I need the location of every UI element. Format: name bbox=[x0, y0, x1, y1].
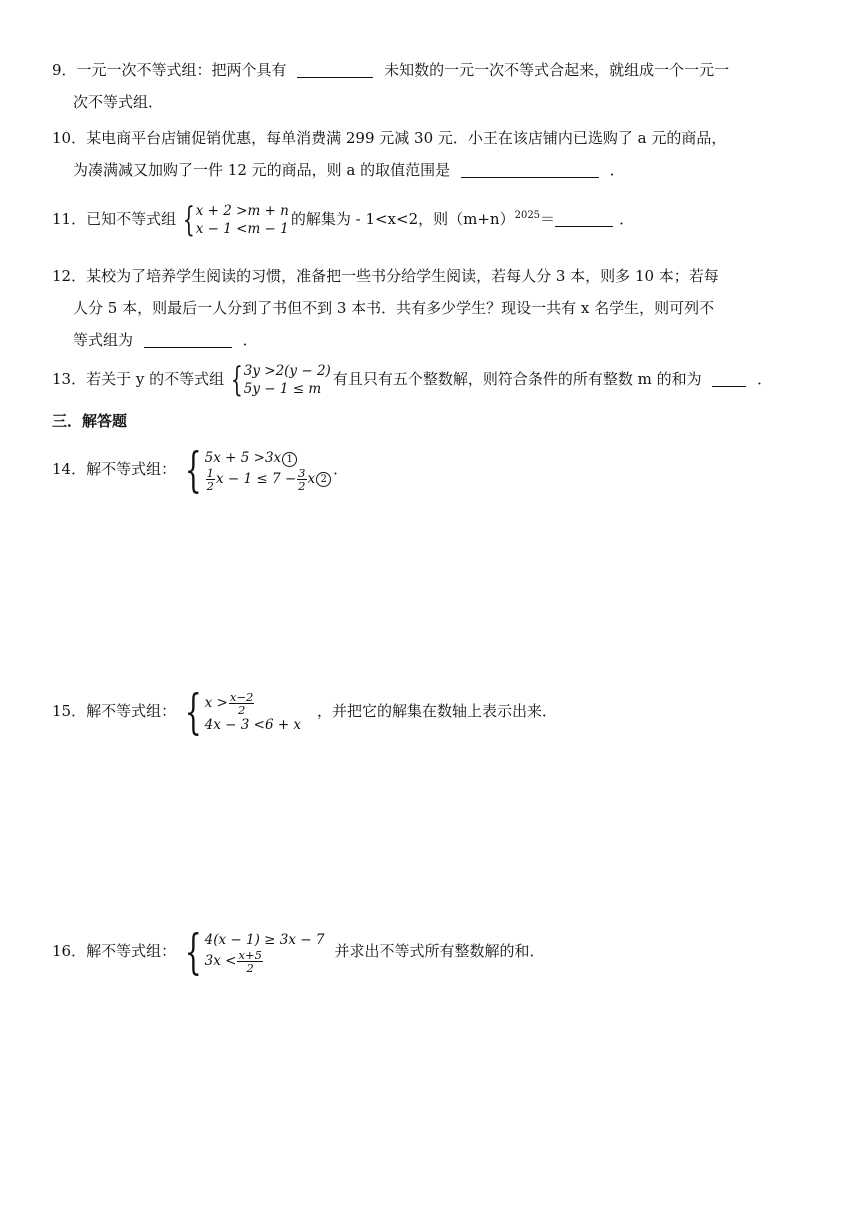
answer-blank[interactable] bbox=[297, 59, 373, 78]
question-text: 解不等式组： bbox=[86, 702, 177, 720]
question-number: 9． bbox=[52, 61, 77, 79]
question-text: 某电商平台店铺促销优惠，每单消费满 299 元减 30 元．小王在该店铺内已选购了 a 元的商品， bbox=[86, 129, 727, 147]
question-number: 14． bbox=[52, 460, 87, 478]
question-number: 15． bbox=[52, 702, 87, 720]
system-row: 4x − 3 <6 + x bbox=[204, 716, 302, 733]
system-row: $\frac{1}{2}$ x − 1 ≤ 7 − $\frac{3}{2}$ x 2 bbox=[205, 467, 331, 492]
question-10 bbox=[52, 122, 812, 186]
question-text: 有且只有五个整数解，则符合条件的所有整数 m 的和为 bbox=[332, 370, 702, 388]
question-text: ． bbox=[242, 331, 258, 349]
answer-blank[interactable] bbox=[144, 329, 232, 348]
fraction: $\frac{3}{2}$ bbox=[298, 465, 306, 493]
question-12 bbox=[52, 260, 812, 356]
inequality-system bbox=[178, 442, 331, 498]
question-text: 未知数的一元一次不等式合起来，就组成一个一元一 bbox=[384, 61, 730, 79]
question-text: 若关于 y 的不等式组 bbox=[86, 370, 225, 388]
question-text: ． bbox=[619, 210, 635, 228]
question-text: 已知不等式组 bbox=[86, 210, 177, 228]
brace-icon: { bbox=[184, 684, 202, 740]
question-number: 11． bbox=[52, 210, 87, 228]
question-text: ． bbox=[333, 460, 349, 478]
system-row: 4(x − 1) ≥ 3x − 7 bbox=[204, 931, 325, 948]
question-text: 某校为了培养学生阅读的习惯，准备把一些书分给学生阅读，若每人分 3 本，则多 10 本；若每 bbox=[86, 267, 719, 285]
question-text: 并求出不等式所有整数解的和． bbox=[334, 942, 545, 960]
inequality-system bbox=[178, 202, 289, 238]
brace-icon: { bbox=[184, 442, 202, 498]
fraction: $\frac{x-2}{2}$ bbox=[229, 689, 254, 717]
question-number: 10． bbox=[52, 129, 87, 147]
question-number: 16． bbox=[52, 942, 87, 960]
question-text: ． bbox=[609, 161, 625, 179]
fraction: $\frac{x+5}{2}$ bbox=[238, 947, 262, 975]
question-11 bbox=[52, 200, 812, 238]
question-text: 次不等式组． bbox=[73, 93, 164, 111]
system-row: 5y − 1 ≤ m bbox=[243, 381, 322, 397]
question-text: 等式组为 bbox=[73, 331, 134, 349]
question-text: ，并把它的解集在数轴上表示出来． bbox=[317, 702, 558, 720]
question-number: 12． bbox=[52, 267, 87, 285]
circled-number: 1 bbox=[282, 452, 297, 467]
system-row: x > $\frac{x-2}{2}$ bbox=[204, 689, 254, 717]
circled-number: 2 bbox=[316, 472, 331, 487]
question-13 bbox=[52, 362, 812, 398]
question-text: 一元一次不等式组：把两个具有 bbox=[76, 61, 287, 79]
system-row: x − 1 <m − 1 bbox=[195, 221, 289, 237]
question-text: 人分 5 本，则最后一人分到了书但不到 3 本书．共有多少学生？现设一共有 x 名学生，则可列不 bbox=[73, 299, 715, 317]
answer-blank[interactable] bbox=[712, 368, 746, 387]
system-row: 3y >2(y − 2) bbox=[243, 363, 331, 379]
section-title: 三．解答题 bbox=[52, 412, 128, 430]
question-16 bbox=[52, 924, 812, 980]
brace-icon: { bbox=[230, 360, 243, 400]
inequality-system bbox=[178, 924, 325, 980]
question-text: 解不等式组： bbox=[86, 460, 177, 478]
question-15 bbox=[52, 684, 812, 740]
question-text: 的解集为 - 1<x<2，则（m+n） bbox=[290, 210, 515, 228]
inequality-system bbox=[178, 684, 302, 740]
brace-icon: { bbox=[182, 200, 195, 240]
question-text: 解不等式组： bbox=[86, 942, 177, 960]
question-text: 为凑满减又加购了一件 12 元的商品，则 a 的取值范围是 bbox=[73, 161, 451, 179]
answer-blank[interactable] bbox=[555, 208, 613, 227]
inequality-system bbox=[226, 362, 331, 398]
fraction: $\frac{1}{2}$ bbox=[206, 465, 214, 493]
answer-blank[interactable] bbox=[461, 159, 599, 178]
exponent: 2025 bbox=[514, 210, 541, 221]
system-row: x + 2 >m + n bbox=[195, 203, 289, 219]
system-row: 3x < $\frac{x+5}{2}$ bbox=[204, 947, 262, 975]
question-9 bbox=[52, 54, 812, 118]
question-number: 13． bbox=[52, 370, 87, 388]
brace-icon: { bbox=[184, 924, 202, 980]
system-row: 5x + 5 >3x 1 bbox=[205, 449, 331, 467]
question-14 bbox=[52, 442, 812, 498]
question-text: ． bbox=[757, 370, 773, 388]
question-text: ＝ bbox=[540, 210, 556, 228]
